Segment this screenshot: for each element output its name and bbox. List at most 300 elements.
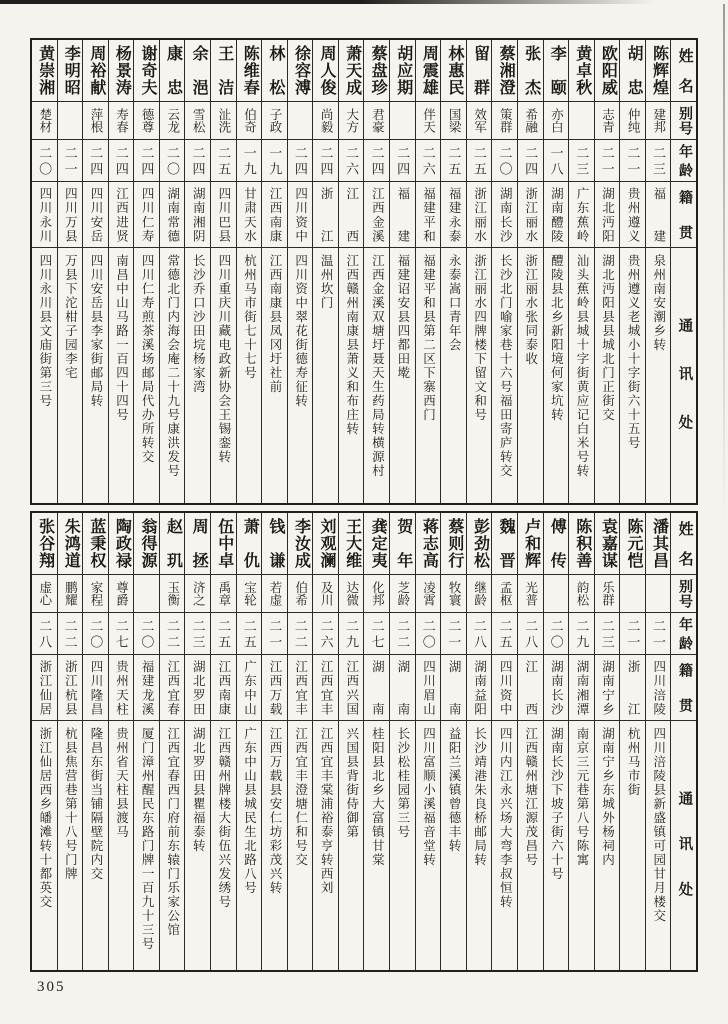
person-address: 四川重庆川藏电政新协会王锡銮转 [216, 254, 231, 464]
person-alias: 济之 [191, 581, 206, 606]
person-alias: 光普 [523, 581, 538, 606]
person-native-place-cell [518, 655, 543, 721]
person-age: 二四 [292, 146, 308, 175]
person-native-place-cell [569, 655, 594, 721]
person-name-cell [620, 40, 645, 102]
person-age-cell [83, 140, 108, 182]
person-age-cell [160, 613, 185, 655]
person-age: 二八 [37, 619, 53, 648]
person-native-place: 湖南 [370, 660, 385, 715]
person-address: 四川安岳县李家街邮局转 [88, 254, 103, 408]
person-age-cell [262, 613, 287, 655]
person-native-place: 四川万县 [63, 187, 78, 242]
person-native-place-cell [595, 182, 620, 248]
person-name-cell [262, 513, 287, 575]
person-alias-cell [646, 575, 671, 613]
person-name: 欧阳威 [599, 45, 617, 96]
person-address-cell [339, 721, 364, 970]
person-alias: 宝轮 [242, 581, 257, 606]
person-column [57, 513, 83, 970]
person-address: 永泰嵩口青年会 [447, 254, 462, 352]
person-age-cell [390, 140, 415, 182]
person-native-place-cell [32, 182, 57, 248]
person-native-place-cell [620, 655, 645, 721]
person-address: 浙江仙居西乡皤滩转十都英交 [37, 727, 52, 909]
person-address-cell [364, 248, 389, 503]
person-name: 潘其昌 [650, 518, 668, 569]
person-address: 长沙乔口沙田垸杨家湾 [191, 254, 206, 394]
person-name-cell [518, 40, 543, 102]
header-native-cell [671, 655, 696, 721]
person-alias-cell [109, 102, 134, 140]
person-age-cell [518, 613, 543, 655]
person-alias: 尊爵 [114, 581, 129, 606]
person-alias-cell [160, 575, 185, 613]
person-alias-cell [441, 102, 466, 140]
person-age-cell [32, 613, 57, 655]
person-column [236, 40, 262, 503]
person-column [133, 40, 159, 503]
person-address: 福建诏安县四都田墘 [395, 254, 410, 380]
person-native-place: 四川巴县 [216, 187, 231, 242]
person-address-cell [83, 721, 108, 970]
person-name: 林松 [266, 45, 284, 96]
person-column [338, 513, 364, 970]
person-address: 南昌中山马路一百四十四号 [114, 254, 129, 422]
person-native-place-cell [364, 182, 389, 248]
person-age-cell [620, 140, 645, 182]
header-age-cell [671, 140, 696, 182]
person-alias-cell [58, 575, 83, 613]
person-column [159, 513, 185, 970]
header-column [670, 513, 696, 970]
person-native-place: 江西宜丰 [319, 660, 334, 715]
person-alias: 继龄 [472, 581, 487, 606]
person-name: 张杰 [522, 45, 540, 96]
person-alias-cell [211, 575, 236, 613]
person-age-cell [390, 613, 415, 655]
person-address-cell [441, 248, 466, 503]
person-age: 二一 [446, 619, 462, 648]
person-native-place-cell [646, 655, 671, 721]
person-alias-cell [390, 575, 415, 613]
person-name-cell [83, 513, 108, 575]
person-alias-cell [313, 575, 338, 613]
person-address: 四川永川县文庙街第三号 [37, 254, 52, 408]
person-column [210, 40, 236, 503]
person-column [338, 40, 364, 503]
person-name: 陈积善 [573, 518, 591, 569]
person-age-cell [313, 140, 338, 182]
person-age-cell [58, 613, 83, 655]
person-age: 二四 [139, 146, 155, 175]
person-age: 二〇 [420, 619, 436, 648]
person-address: 汕头蕉岭县城十字街黄应记白米号转 [574, 254, 589, 478]
person-native-place-cell [569, 182, 594, 248]
person-native-place-cell [83, 182, 108, 248]
person-native-place-cell [211, 182, 236, 248]
person-age: 二三 [190, 619, 206, 648]
person-column [108, 40, 134, 503]
person-age: 二一 [267, 619, 283, 648]
person-address-cell [595, 721, 620, 970]
person-name-cell [313, 513, 338, 575]
person-column [261, 40, 287, 503]
person-address-cell [58, 721, 83, 970]
person-age-cell [595, 140, 620, 182]
person-column [568, 513, 594, 970]
person-age: 二一 [625, 619, 641, 648]
person-age-cell [364, 140, 389, 182]
person-age: 二二 [292, 619, 308, 648]
person-alias-cell [569, 575, 594, 613]
person-native-place: 福建永泰 [447, 187, 462, 242]
person-address: 常德北门内海会庵二十九号康洪发号 [165, 254, 180, 478]
person-address: 南京三元巷第八号陈寓 [574, 727, 589, 867]
person-native-place: 江西 [523, 660, 538, 715]
person-age: 二五 [216, 146, 232, 175]
person-native-place: 贵州天柱 [114, 660, 129, 715]
person-age: 二六 [420, 146, 436, 175]
person-age-cell [58, 140, 83, 182]
person-name: 陈元恺 [624, 518, 642, 569]
person-column [32, 513, 57, 970]
person-name-cell [544, 513, 569, 575]
person-native-place-cell [134, 182, 159, 248]
person-address-cell [467, 721, 492, 970]
person-address: 江西万载县安仁坊彩茂兴转 [268, 727, 283, 895]
person-age-cell [32, 140, 57, 182]
person-column [619, 40, 645, 503]
person-alias-cell [185, 575, 210, 613]
person-name-cell [390, 40, 415, 102]
person-column [159, 40, 185, 503]
person-address: 浙江丽水张同泰收 [523, 254, 538, 366]
person-native-place-cell [364, 655, 389, 721]
roster-columns-top [32, 40, 696, 503]
person-address: 杭州马市街七十七号 [242, 254, 257, 380]
person-name-cell [492, 513, 517, 575]
person-alias: 尚毅 [319, 108, 334, 133]
person-alias-cell [646, 102, 671, 140]
person-address: 四川资中翠花街德寿征转 [293, 254, 308, 408]
person-alias-cell [569, 102, 594, 140]
person-name-cell [620, 513, 645, 575]
person-age: 二八 [523, 619, 539, 648]
person-age-cell [646, 613, 671, 655]
person-address-cell [313, 721, 338, 970]
person-address-cell [416, 248, 441, 503]
person-age: 二〇 [548, 619, 564, 648]
person-name: 李颐 [548, 45, 566, 96]
person-name-cell [237, 40, 262, 102]
person-alias-cell [492, 575, 517, 613]
person-name: 李汝成 [292, 518, 310, 569]
person-address-cell [390, 721, 415, 970]
header-age-label: 年龄 [677, 617, 693, 650]
person-alias-cell [339, 102, 364, 140]
header-name-label: 姓名 [676, 521, 693, 566]
person-native-place: 湖南益阳 [472, 660, 487, 715]
person-name: 魏晋 [497, 518, 515, 569]
person-column [236, 513, 262, 970]
person-name: 蒋志高 [420, 518, 438, 569]
person-age: 二四 [523, 146, 539, 175]
person-alias: 大方 [344, 108, 359, 133]
person-name: 陈辉煌 [650, 45, 668, 96]
roster-table-top [30, 38, 698, 505]
person-column [363, 40, 389, 503]
person-column [389, 513, 415, 970]
person-name: 卢和辉 [522, 518, 540, 569]
person-native-place: 浙江丽水 [472, 187, 487, 242]
person-name: 蔡湘澄 [497, 45, 515, 96]
person-age-cell [83, 613, 108, 655]
person-age-cell [416, 140, 441, 182]
header-native-cell [671, 182, 696, 248]
person-name: 翁得源 [138, 518, 156, 569]
person-name: 康忠 [164, 45, 182, 96]
person-name: 贺年 [394, 518, 412, 569]
person-native-place-cell [262, 182, 287, 248]
person-column [133, 513, 159, 970]
person-native-place-cell [83, 655, 108, 721]
person-address-cell [262, 721, 287, 970]
person-name-cell [58, 40, 83, 102]
person-native-place: 湖南湘阴 [191, 187, 206, 242]
person-age: 二一 [599, 146, 615, 175]
person-name: 王大维 [343, 518, 361, 569]
person-name: 李明昭 [62, 45, 80, 96]
person-address-cell [416, 721, 441, 970]
person-native-place-cell [467, 655, 492, 721]
person-column [312, 513, 338, 970]
person-age: 二二 [62, 619, 78, 648]
person-native-place-cell [339, 655, 364, 721]
person-native-place: 浙江杭县 [63, 660, 78, 715]
person-age-cell [339, 613, 364, 655]
person-address-cell [160, 721, 185, 970]
person-age: 二五 [241, 619, 257, 648]
person-address: 贵州遵义老城小十字街六十五号 [626, 254, 641, 450]
person-native-place: 四川安岳 [88, 187, 103, 242]
person-native-place-cell [134, 655, 159, 721]
person-age-cell [109, 140, 134, 182]
person-native-place: 湖南长沙 [498, 187, 513, 242]
person-age: 二八 [471, 619, 487, 648]
person-native-place: 广东蕉岭 [574, 187, 589, 242]
person-native-place-cell [492, 182, 517, 248]
person-native-place: 浙江仙居 [37, 660, 52, 715]
person-name-cell [32, 40, 57, 102]
person-alias: 萍根 [88, 108, 103, 133]
person-address-cell [646, 248, 671, 503]
person-name-cell [58, 513, 83, 575]
person-native-place: 江西南康 [216, 660, 231, 715]
person-age-cell [492, 140, 517, 182]
person-address: 江西金溪双塘圩聂天生药局转横源村 [370, 254, 385, 478]
person-alias-cell [134, 102, 159, 140]
person-name-cell [441, 40, 466, 102]
person-alias-cell [237, 102, 262, 140]
person-native-place-cell [544, 655, 569, 721]
person-native-place: 浙江 [319, 187, 334, 242]
person-name-cell [569, 40, 594, 102]
person-name-cell [416, 40, 441, 102]
person-alias-cell [262, 102, 287, 140]
person-age: 二六 [318, 619, 334, 648]
person-native-place: 湖北罗田 [191, 660, 206, 715]
person-name: 彭劲松 [471, 518, 489, 569]
person-address: 江西宜丰澄塘仁和号交 [293, 727, 308, 867]
person-age-cell [544, 613, 569, 655]
person-native-place: 江西兴国 [344, 660, 359, 715]
person-address: 醴陵县北乡新阳境何家坑转 [549, 254, 564, 422]
person-address-cell [492, 248, 517, 503]
header-name-cell [671, 40, 696, 102]
page-number: 305 [37, 979, 66, 995]
person-age-cell [544, 140, 569, 182]
person-age: 二七 [113, 619, 129, 648]
person-address: 江西赣州南康县萧义和布庄转 [344, 254, 359, 436]
person-name: 张谷翔 [36, 518, 54, 569]
person-column [415, 513, 441, 970]
person-column [287, 513, 313, 970]
person-alias-cell [58, 102, 83, 140]
header-address-cell [671, 248, 696, 503]
person-age-cell [441, 140, 466, 182]
person-age-cell [211, 140, 236, 182]
person-age: 二七 [369, 619, 385, 648]
person-alias-cell [441, 575, 466, 613]
person-address: 福建平和县第二区下寨西门 [421, 254, 436, 422]
person-age-cell [211, 613, 236, 655]
person-age-cell [134, 613, 159, 655]
person-age: 二一 [62, 146, 78, 175]
person-address-cell [288, 248, 313, 503]
person-name: 朱鸿道 [62, 518, 80, 569]
person-alias-cell [492, 102, 517, 140]
person-age: 二九 [574, 619, 590, 648]
person-alias: 子政 [268, 108, 283, 133]
person-column [440, 513, 466, 970]
person-alias-cell [134, 575, 159, 613]
person-address-cell [32, 721, 57, 970]
person-native-place-cell [620, 182, 645, 248]
person-alias: 亦白 [549, 108, 564, 133]
person-address: 厦门漳州醒民东路门牌一百九十三号 [140, 727, 155, 951]
person-age-cell [569, 140, 594, 182]
person-alias-cell [518, 575, 543, 613]
person-address: 四川涪陵县新盛镇可园甘月楼交 [651, 727, 666, 923]
person-name-cell [364, 40, 389, 102]
person-name-cell [569, 513, 594, 575]
person-age-cell [339, 140, 364, 182]
person-alias-cell [339, 575, 364, 613]
person-name: 陈维春 [241, 45, 259, 96]
person-native-place-cell [390, 182, 415, 248]
person-name: 杨景涛 [113, 45, 131, 96]
person-name-cell [83, 40, 108, 102]
person-native-place-cell [288, 182, 313, 248]
person-column [210, 513, 236, 970]
person-name-cell [185, 513, 210, 575]
person-native-place: 江西万载 [268, 660, 283, 715]
header-name-cell [671, 513, 696, 575]
header-alias-label: 别号 [677, 106, 693, 135]
person-address-cell [620, 248, 645, 503]
person-native-place-cell [211, 655, 236, 721]
person-age: 二四 [88, 146, 104, 175]
person-alias-cell [620, 102, 645, 140]
scan-edge-artifact-top [0, 0, 655, 4]
person-address-cell [620, 721, 645, 970]
person-alias: 策群 [498, 108, 513, 133]
person-age: 一八 [548, 146, 564, 175]
person-age: 二四 [318, 146, 334, 175]
person-age: 一九 [241, 146, 257, 175]
person-name-cell [339, 513, 364, 575]
person-age-cell [595, 613, 620, 655]
person-address: 四川仁寿煎茶溪场邮局代办所转交 [140, 254, 155, 464]
person-column [619, 513, 645, 970]
person-address: 湖北罗田县瞿福泰转 [191, 727, 206, 853]
person-name: 余浥 [190, 45, 208, 96]
person-native-place-cell [313, 182, 338, 248]
person-name-cell [288, 513, 313, 575]
person-name-cell [518, 513, 543, 575]
person-column [389, 40, 415, 503]
person-name: 徐容溥 [292, 45, 310, 96]
person-native-place: 湖南宁乡 [600, 660, 615, 715]
person-alias-cell [83, 102, 108, 140]
person-column [57, 40, 83, 503]
person-address-cell [390, 248, 415, 503]
person-age: 二三 [650, 146, 666, 175]
person-alias-cell [416, 575, 441, 613]
person-name-cell [262, 40, 287, 102]
person-age-cell [288, 140, 313, 182]
person-address-cell [646, 721, 671, 970]
person-alias: 芝龄 [395, 581, 410, 606]
person-alias: 家程 [88, 581, 103, 606]
person-name: 钱谦 [266, 518, 284, 569]
person-name: 王洁 [215, 45, 233, 96]
person-alias-cell [364, 575, 389, 613]
person-name-cell [595, 40, 620, 102]
person-address-cell [185, 248, 210, 503]
person-address: 长沙松桂园第三号 [395, 727, 410, 839]
person-native-place-cell [416, 182, 441, 248]
person-column [594, 513, 620, 970]
person-name: 萧天成 [343, 45, 361, 96]
person-address: 长沙靖港朱良桥邮局转 [472, 727, 487, 867]
person-name-cell [160, 513, 185, 575]
person-alias: 若虚 [268, 581, 283, 606]
person-name: 傅传 [548, 518, 566, 569]
person-native-place: 江西进贤 [114, 187, 129, 242]
person-native-place-cell [492, 655, 517, 721]
person-column [32, 40, 57, 503]
person-address: 湖北沔阳县县城北门正街交 [600, 254, 615, 422]
person-age-cell [467, 140, 492, 182]
person-native-place: 湖北沔阳 [600, 187, 615, 242]
person-age-cell [646, 140, 671, 182]
person-native-place-cell [185, 182, 210, 248]
header-alias-label: 别号 [677, 579, 693, 608]
person-native-place-cell [237, 182, 262, 248]
person-age-cell [441, 613, 466, 655]
